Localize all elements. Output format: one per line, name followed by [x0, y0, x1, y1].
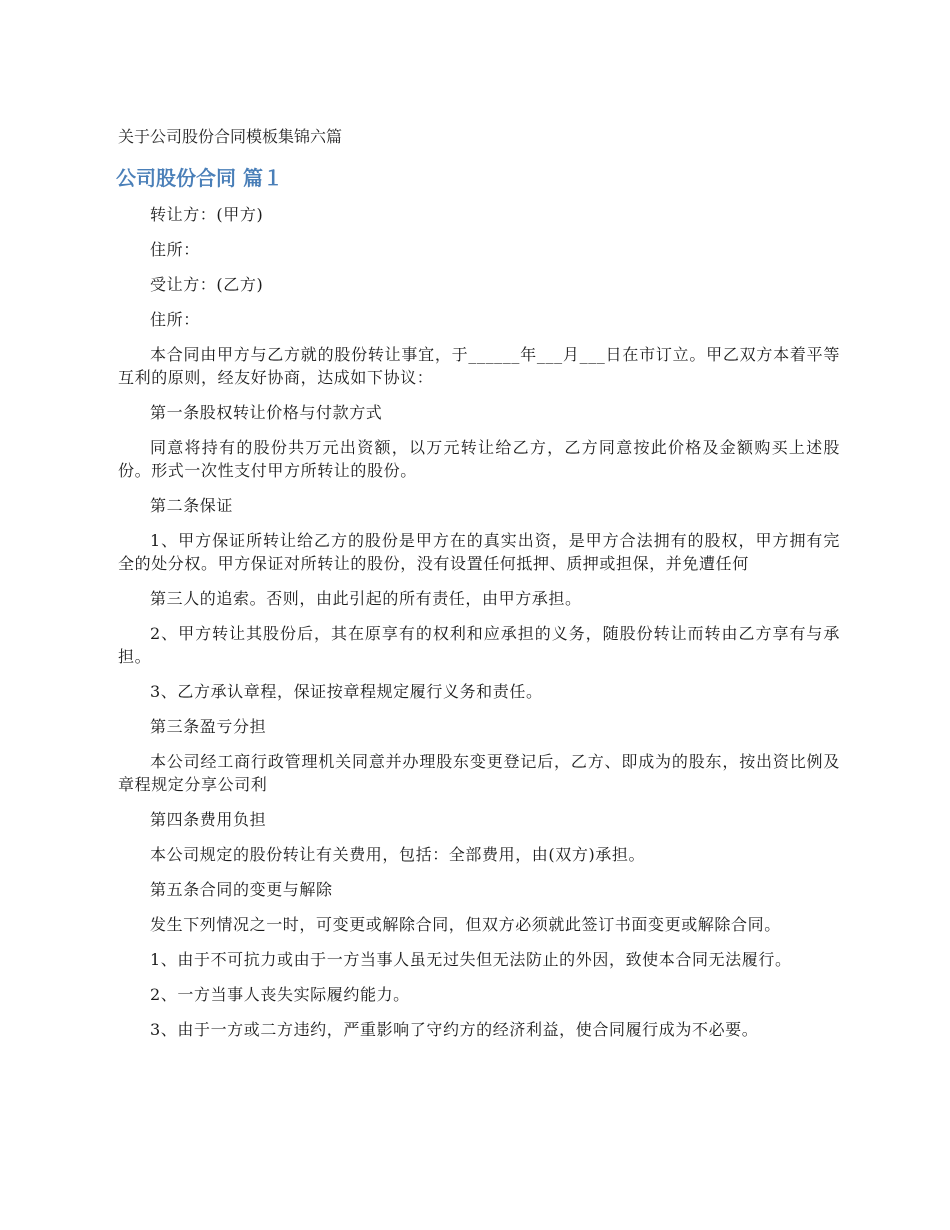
- article-3-body: 本公司经工商行政管理机关同意并办理股东变更登记后，乙方、即成为的股东，按出资比例及章程规定分享公司利: [118, 752, 840, 794]
- article-4-body: 本公司规定的股份转让有关费用，包括：全部费用，由(双方)承担。: [150, 845, 646, 864]
- article-5-item-3: 3、由于一方或二方违约，严重影响了守约方的经济利益，使合同履行成为不必要。: [150, 1020, 759, 1039]
- paragraph-transferor-address: 住所：: [150, 240, 200, 259]
- document-title: 关于公司股份合同模板集锦六篇: [118, 127, 343, 146]
- article-4-heading: 第四条费用负担: [150, 810, 267, 829]
- paragraph-transferee-address: 住所：: [150, 310, 200, 329]
- article-2-heading: 第二条保证: [150, 496, 234, 515]
- article-2-item-1-cont: 第三人的追索。否则，由此引起的所有责任，由甲方承担。: [150, 589, 582, 608]
- article-5-item-2: 2、一方当事人丧失实际履约能力。: [150, 985, 410, 1004]
- article-5-item-1: 1、由于不可抗力或由于一方当事人虽无过失但无法防止的外因，致使本合同无法履行。: [150, 950, 792, 969]
- section-heading: 公司股份合同 篇１: [116, 166, 283, 190]
- article-1-body: 同意将持有的股份共万元出资额，以万元转让给乙方，乙方同意按此价格及金额购买上述股份。形式一次性支付甲方所转让的股份。: [118, 438, 840, 480]
- article-5-heading: 第五条合同的变更与解除: [150, 880, 333, 899]
- paragraph-transferee: 受让方：(乙方): [150, 275, 264, 294]
- article-5-intro: 发生下列情况之一时，可变更或解除合同，但双方必须就此签订书面变更或解除合同。: [150, 915, 781, 934]
- paragraph-preamble: 本合同由甲方与乙方就的股份转让事宜，于______年___月___日在市订立。甲乙双方本着平等互利的原则，经友好协商，达成如下协议：: [118, 345, 840, 387]
- article-2-item-3: 3、乙方承认章程，保证按章程规定履行义务和责任。: [150, 682, 543, 701]
- article-1-heading: 第一条股权转让价格与付款方式: [150, 403, 383, 422]
- article-2-item-1: 1、甲方保证所转让给乙方的股份是甲方在的真实出资，是甲方合法拥有的股权，甲方拥有完全的处分权。甲方保证对所转让的股份，没有设置任何抵押、质押或担保，并免遭任何: [118, 531, 840, 573]
- paragraph-transferor: 转让方：(甲方): [150, 205, 264, 224]
- document-body: [118, 203, 840, 1053]
- article-2-item-2: 2、甲方转让其股份后，其在原享有的权利和应承担的义务，随股份转让而转由乙方享有与承担。: [118, 624, 840, 666]
- article-3-heading: 第三条盈亏分担: [150, 717, 267, 736]
